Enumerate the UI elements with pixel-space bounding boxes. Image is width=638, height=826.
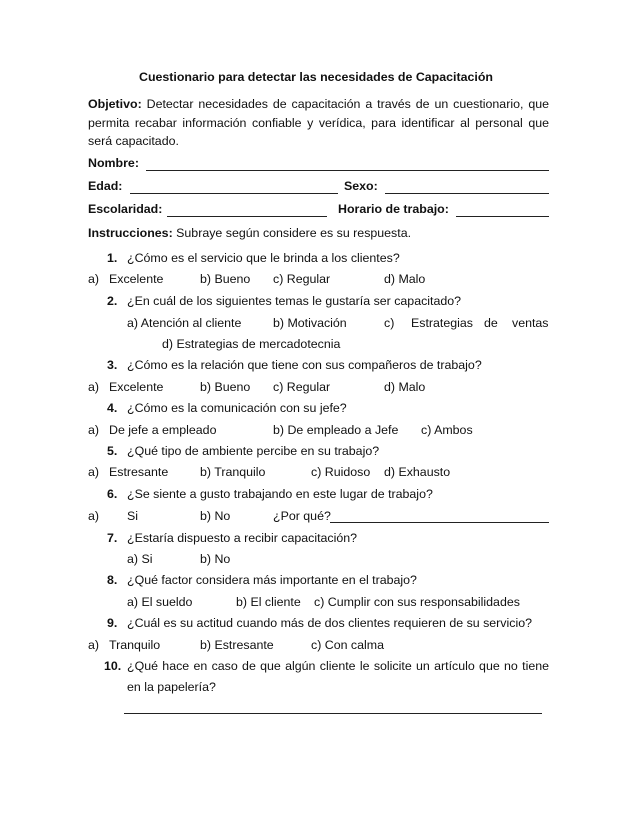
option-c-word-2[interactable]: de xyxy=(484,316,498,330)
option-a[interactable]: a) El sueldo xyxy=(127,595,193,609)
escolaridad-field[interactable] xyxy=(167,216,327,217)
option-c[interactable]: c) Cumplir con sus responsabilidades xyxy=(314,595,520,609)
option-a-marker: a) xyxy=(88,423,100,437)
question-text: ¿En cuál de los siguientes temas le gustaría ser capacitado? xyxy=(127,294,462,308)
question-text: ¿Se siente a gusto trabajando en este lugar de trabajo? xyxy=(127,487,433,501)
question-text: ¿Cuál es su actitud cuando más de dos clientes requieren de su servicio? xyxy=(127,616,532,630)
option-a[interactable]: Excelente xyxy=(109,272,164,286)
horario-field[interactable] xyxy=(456,216,549,217)
objetivo-text-1: Detectar necesidades de capacitación a través de un cuestionario, que xyxy=(146,97,549,111)
question-number: 5. xyxy=(107,444,118,458)
option-a[interactable]: a) Si xyxy=(127,552,153,566)
option-d[interactable]: d) Exhausto xyxy=(384,465,451,479)
question-number: 9. xyxy=(107,616,118,630)
horario-label: Horario de trabajo: xyxy=(338,202,449,216)
question-number: 2. xyxy=(107,294,118,308)
question-number: 8. xyxy=(107,573,118,587)
question-number: 1. xyxy=(107,251,118,265)
option-a-marker: a) xyxy=(88,638,100,652)
option-b[interactable]: b) Estresante xyxy=(200,638,274,652)
instrucciones xyxy=(88,226,411,240)
option-b[interactable]: b) No xyxy=(200,509,231,523)
option-a-marker: a) xyxy=(88,509,100,523)
option-b[interactable]: b) Motivación xyxy=(273,316,347,330)
nombre-field[interactable] xyxy=(146,170,549,171)
option-c[interactable]: c) Regular xyxy=(273,272,331,286)
escolaridad-label: Escolaridad: xyxy=(88,202,163,216)
option-a[interactable]: a) Atención al cliente xyxy=(127,316,242,330)
option-b[interactable]: b) De empleado a Jefe xyxy=(273,423,399,437)
nombre-label: Nombre: xyxy=(88,156,139,170)
why-label: ¿Por qué? xyxy=(273,509,331,523)
page-title: Cuestionario para detectar las necesidades de Capacitación xyxy=(139,70,493,84)
objetivo-line-1 xyxy=(88,97,549,111)
answer-field[interactable] xyxy=(124,713,542,714)
question-number: 6. xyxy=(107,487,118,501)
option-d[interactable]: d) Estrategias de mercadotecnia xyxy=(162,337,341,351)
objetivo-line-2: permita recabar información confiable y verídica, para identificar al personal que xyxy=(88,116,549,130)
instrucciones-text: Subraye según considere es su respuesta. xyxy=(176,226,412,240)
question-text: ¿Cómo es la comunicación con su jefe? xyxy=(127,401,347,415)
option-b[interactable]: b) Tranquilo xyxy=(200,465,266,479)
option-a[interactable]: De jefe a empleado xyxy=(109,423,217,437)
question-number: 3. xyxy=(107,358,118,372)
question-text: ¿Cómo es el servicio que le brinda a los clientes? xyxy=(127,251,400,265)
question-text: ¿Qué tipo de ambiente percibe en su trabajo? xyxy=(127,444,380,458)
edad-label: Edad: xyxy=(88,179,123,193)
option-a-marker: a) xyxy=(88,465,100,479)
option-b[interactable]: b) Bueno xyxy=(200,272,251,286)
option-a[interactable]: Estresante xyxy=(109,465,169,479)
option-c[interactable]: c) Regular xyxy=(273,380,331,394)
option-c[interactable]: c) Ambos xyxy=(421,423,473,437)
sexo-label: Sexo: xyxy=(344,179,378,193)
option-d[interactable]: d) Malo xyxy=(384,380,426,394)
question-text-line-1: ¿Qué hace en caso de que algún cliente le solicite un artículo que no tiene xyxy=(127,659,549,673)
question-text: ¿Qué factor considera más importante en el trabajo? xyxy=(127,573,417,587)
option-c-word-3[interactable]: ventas xyxy=(512,316,549,330)
question-number: 7. xyxy=(107,531,118,545)
option-a[interactable]: Tranquilo xyxy=(109,638,161,652)
option-b[interactable]: b) Bueno xyxy=(200,380,251,394)
objetivo-line-3: será capacitado. xyxy=(88,134,179,148)
option-c[interactable]: c) Con calma xyxy=(311,638,384,652)
instrucciones-label: Instrucciones: xyxy=(88,226,173,240)
option-b[interactable]: b) El cliente xyxy=(236,595,301,609)
question-text: ¿Estaría dispuesto a recibir capacitación? xyxy=(127,531,358,545)
sexo-field[interactable] xyxy=(385,193,549,194)
option-a[interactable]: Excelente xyxy=(109,380,164,394)
option-a-marker: a) xyxy=(88,272,100,286)
question-number: 4. xyxy=(107,401,118,415)
option-a-marker: a) xyxy=(88,380,100,394)
question-number: 10. xyxy=(104,659,122,673)
option-d[interactable]: d) Malo xyxy=(384,272,426,286)
objetivo-label: Objetivo: xyxy=(88,97,142,111)
question-text: ¿Cómo es la relación que tiene con sus compañeros de trabajo? xyxy=(127,358,482,372)
option-b[interactable]: b) No xyxy=(200,552,231,566)
option-c-word-1[interactable]: Estrategias xyxy=(411,316,473,330)
edad-field[interactable] xyxy=(130,193,338,194)
option-a[interactable]: Si xyxy=(127,509,139,523)
option-c[interactable]: c) Ruidoso xyxy=(311,465,371,479)
question-text-line-2: en la papelería? xyxy=(127,680,216,694)
option-c-marker: c) xyxy=(384,316,395,330)
why-answer-field[interactable] xyxy=(330,522,549,523)
